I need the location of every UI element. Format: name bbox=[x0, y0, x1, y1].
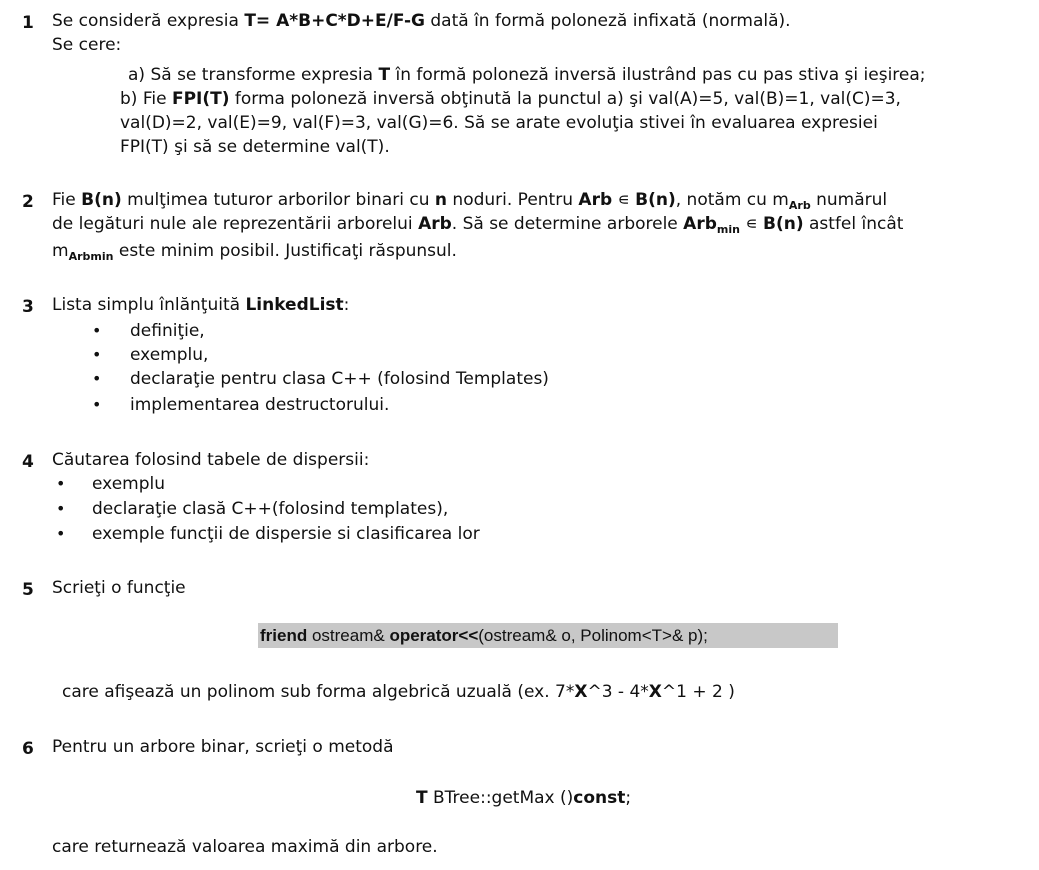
q6-description: care returnează valoarea maximă din arbore. bbox=[52, 837, 438, 857]
q4-title: Căutarea folosind tabele de dispersii: bbox=[52, 450, 370, 470]
q1-part-a: a) Să se transforme expresia T în formă poloneză inversă ilustrând pas cu pas stiva şi ieşirea; bbox=[128, 65, 926, 85]
q6-method-signature: T BTree::getMax ()const; bbox=[416, 788, 632, 808]
q4-bullet: • bbox=[56, 474, 66, 493]
q1-number: 1 bbox=[22, 13, 34, 33]
q3-bullet: • bbox=[92, 321, 102, 340]
q3-bullet: • bbox=[92, 395, 102, 414]
q4-item: exemple funcţii de dispersie si clasificarea lor bbox=[92, 524, 480, 544]
q5-title: Scrieţi o funcţie bbox=[52, 578, 186, 598]
q2-line3: $m_{Arbmin}$ este minim posibil. Justificaţi răspunsul. bbox=[52, 241, 457, 263]
q5-code-signature: friend ostream& operator<<(ostream& o, Polinom<T>& p); bbox=[258, 623, 838, 648]
q2-number: 2 bbox=[22, 192, 34, 212]
q3-title: Lista simplu înlănţuită LinkedList: bbox=[52, 295, 350, 315]
q1-se-cere: Se cere: bbox=[52, 35, 122, 55]
q2-line2: de legături nule ale reprezentării arborelui Arb. Să se determine arborele Arb$_{min}$ ∊ B(n) astfel încât bbox=[52, 214, 904, 236]
q5-number: 5 bbox=[22, 580, 34, 600]
q1-part-b-line2: val(D)=2, val(E)=9, val(F)=3, val(G)=6. Să se arate evoluţia stivei în evaluarea expresiei bbox=[120, 113, 878, 133]
q3-item: implementarea destructorului. bbox=[130, 395, 390, 415]
q4-number: 4 bbox=[22, 452, 34, 472]
q3-item: declaraţie pentru clasa C++ (folosind Templates) bbox=[130, 369, 549, 389]
q4-item: declaraţie clasă C++(folosind templates), bbox=[92, 499, 449, 519]
q3-item: definiţie, bbox=[130, 321, 205, 341]
q4-bullet: • bbox=[56, 499, 66, 518]
q5-description: care afişează un polinom sub forma algebrică uzuală (ex. 7*X^3 - 4*X^1 + 2 ) bbox=[62, 682, 735, 702]
q4-bullet: • bbox=[56, 524, 66, 543]
q1-line1: Se consideră expresia T= A*B+C*D+E/F-G dată în formă poloneză infixată (normală). bbox=[52, 11, 791, 31]
q3-bullet: • bbox=[92, 345, 102, 364]
q2-line1: Fie B(n) mulţimea tuturor arborilor binari cu n noduri. Pentru Arb ∊ B(n), notăm cu $m_{Arb}$ numărul bbox=[52, 190, 888, 212]
q3-bullet: • bbox=[92, 369, 102, 388]
q3-number: 3 bbox=[22, 297, 34, 317]
q1-part-b-line1: b) Fie FPI(T) forma poloneză inversă obţinută la punctul a) şi val(A)=5, val(B)=1, val(C)=3, bbox=[120, 89, 901, 109]
q6-title: Pentru un arbore binar, scrieţi o metodă bbox=[52, 737, 394, 757]
q4-item: exemplu bbox=[92, 474, 166, 494]
q3-item: exemplu, bbox=[130, 345, 209, 365]
q1-part-b-line3: FPI(T) şi să se determine val(T). bbox=[120, 137, 390, 157]
q6-number: 6 bbox=[22, 739, 34, 759]
